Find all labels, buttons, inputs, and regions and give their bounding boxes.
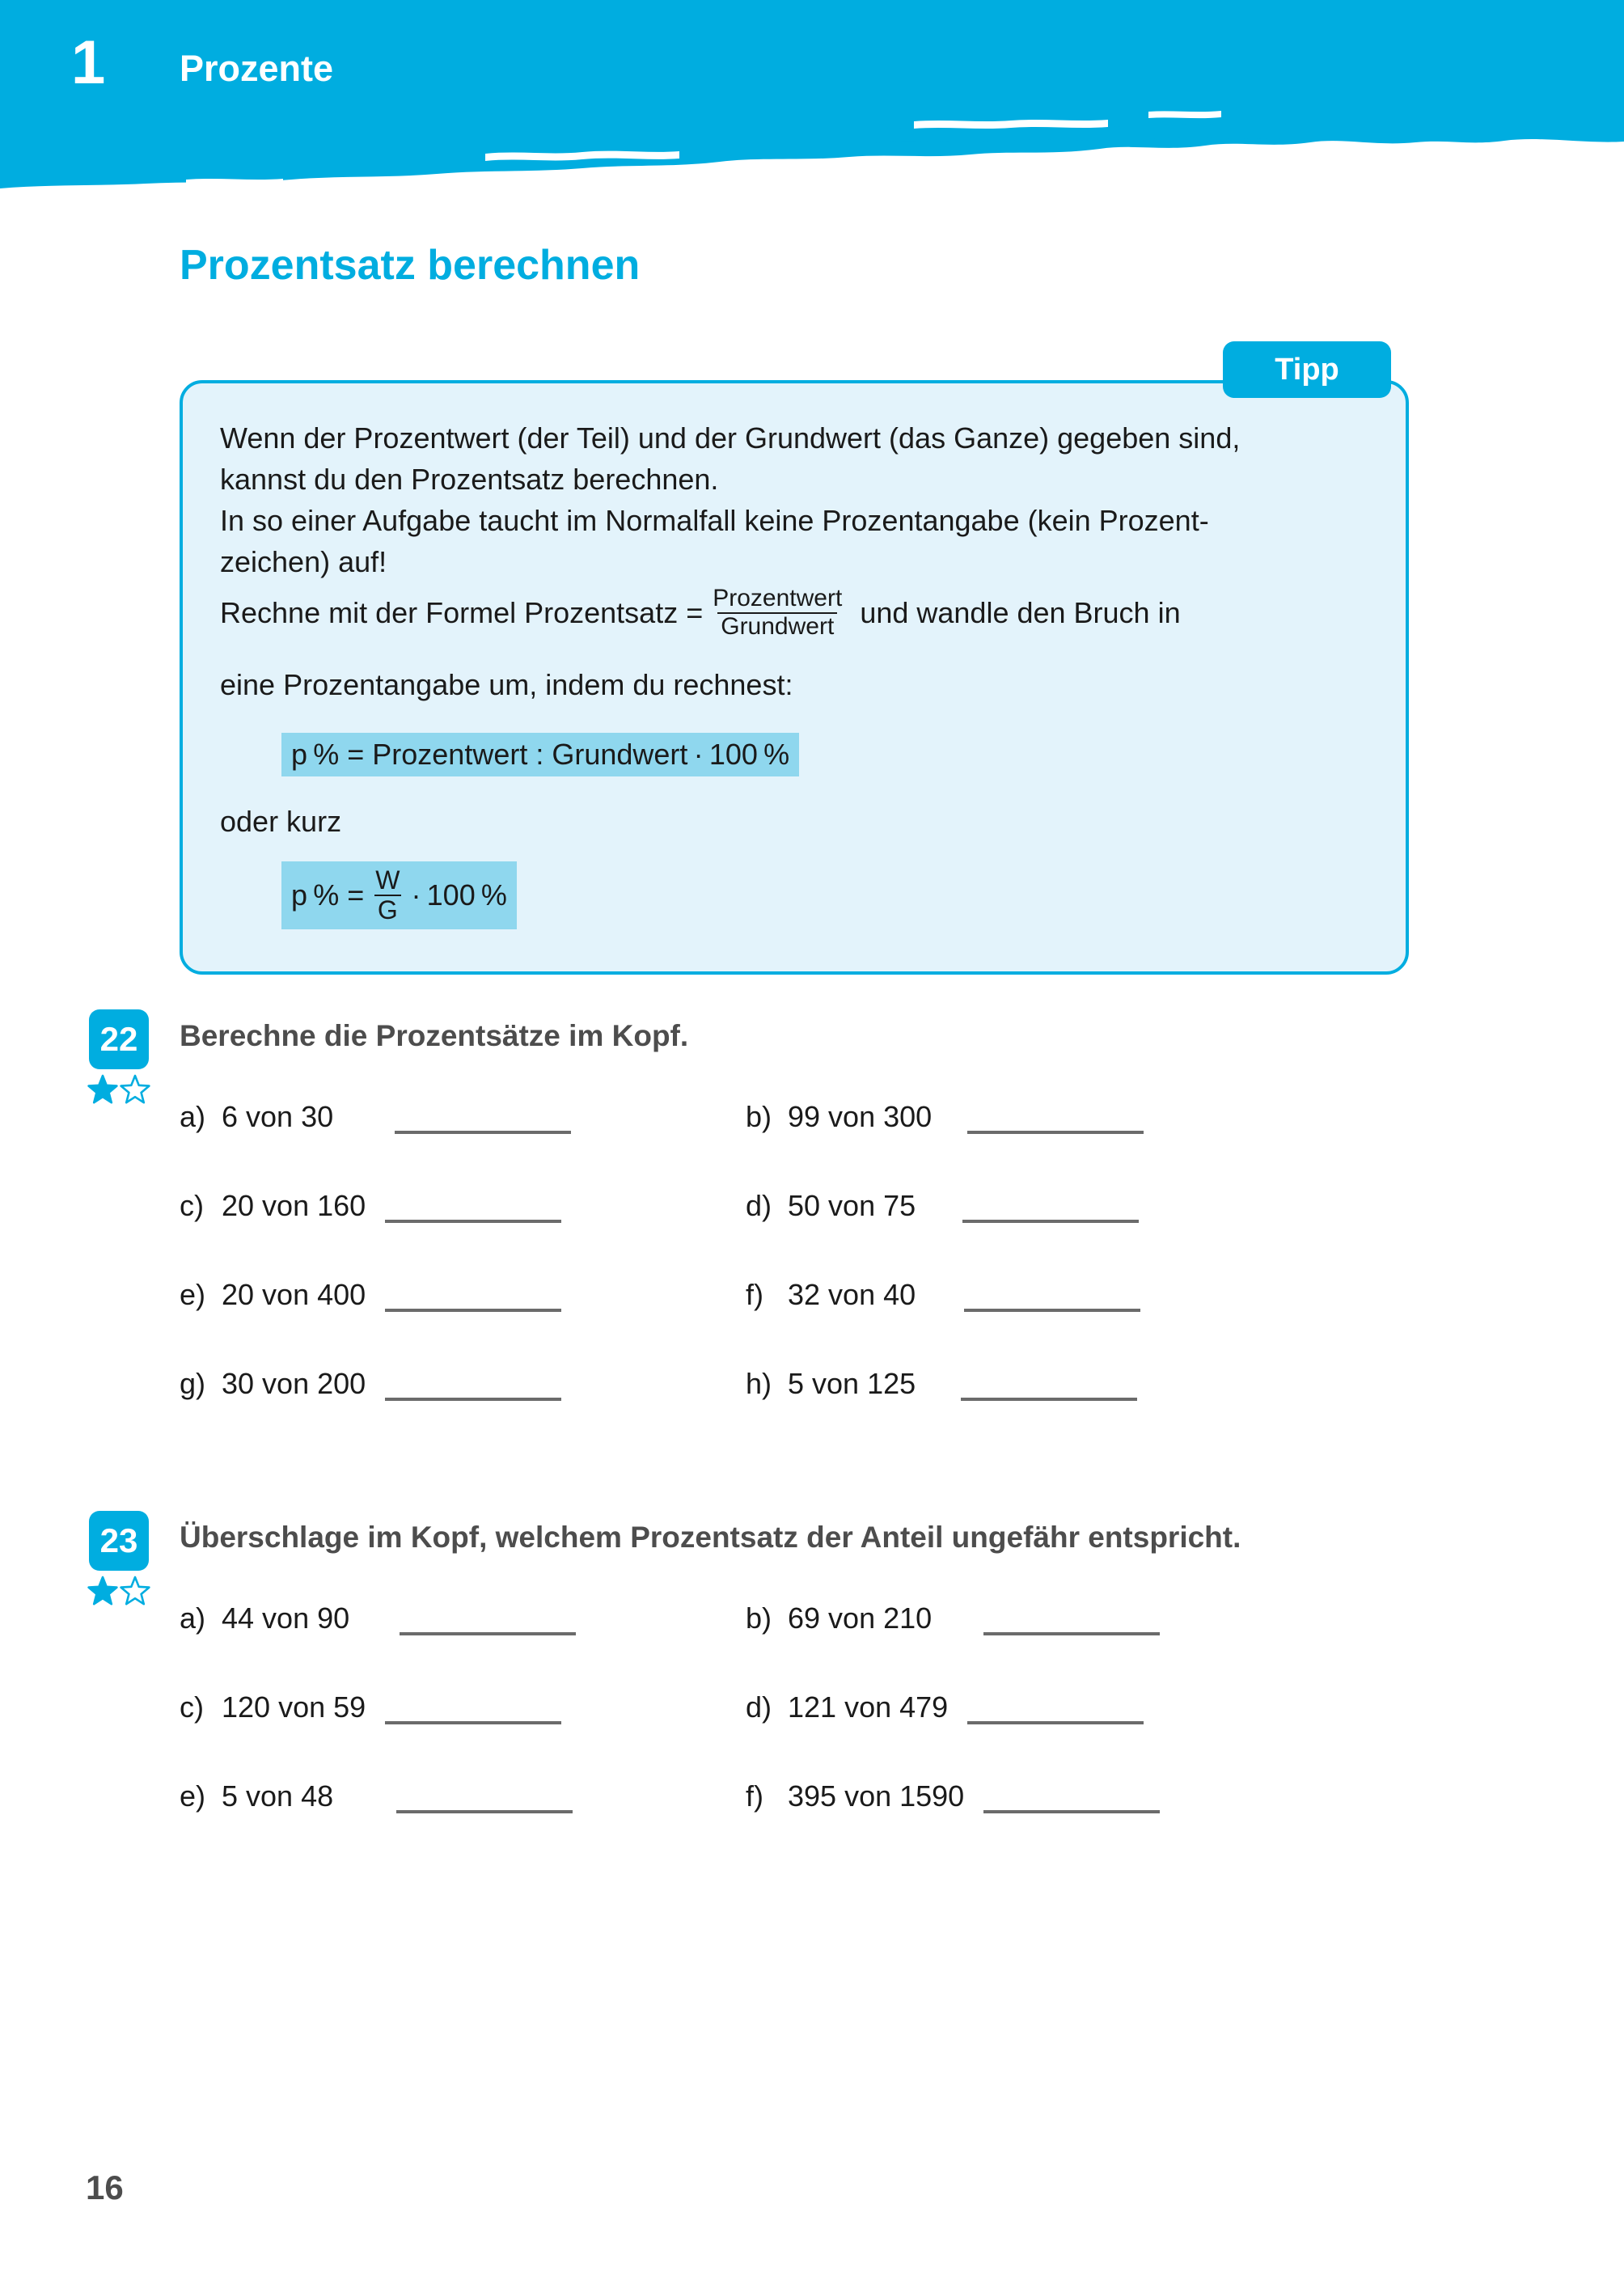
- item-label: c): [180, 1189, 204, 1222]
- item-text: 99 von 300: [788, 1100, 933, 1133]
- difficulty-stars: [87, 1074, 152, 1108]
- exercise-item: [180, 1278, 746, 1312]
- exercise-item-row: [180, 1100, 1490, 1189]
- fraction-numerator: Prozentwert: [713, 585, 843, 612]
- exercise-item: [180, 1100, 746, 1134]
- answer-blank[interactable]: [967, 1106, 1144, 1134]
- item-text: 50 von 75: [788, 1189, 916, 1222]
- star-filled-icon: [87, 1074, 118, 1105]
- tipp-formula-sentence: [220, 586, 1368, 640]
- tipp-line-6: eine Prozentangabe um, indem du rechnest:: [220, 668, 793, 702]
- exercise-item-row: [180, 1601, 1490, 1690]
- item-label: g): [180, 1367, 206, 1400]
- exercise-item-row: [180, 1779, 1490, 1813]
- formula-2-row: [281, 861, 1368, 929]
- tipp-formula-suffix: und wandle den Bruch in: [860, 596, 1181, 630]
- formula-2-prefix: p % =: [291, 878, 365, 912]
- exercise-number-badge: 23: [89, 1511, 149, 1571]
- answer-blank[interactable]: [983, 1608, 1160, 1635]
- item-label: a): [180, 1601, 206, 1635]
- answer-blank[interactable]: [396, 1786, 573, 1813]
- exercise-item-row: [180, 1278, 1490, 1367]
- answer-blank[interactable]: [962, 1195, 1139, 1223]
- item-text: 395 von 1590: [788, 1779, 965, 1813]
- tipp-line-1: Wenn der Prozentwert (der Teil) und der Grundwert (das Ganze) gegeben sind,: [220, 421, 1241, 455]
- exercise-item: [746, 1278, 1474, 1312]
- item-text: 69 von 210: [788, 1601, 933, 1635]
- star-outline-icon: [120, 1074, 150, 1105]
- formula-2-suffix: · 100 %: [411, 878, 507, 912]
- star-filled-icon: [87, 1576, 118, 1606]
- item-label: h): [746, 1367, 772, 1400]
- exercise-item: [746, 1601, 1474, 1635]
- exercise-item-row: [180, 1367, 1490, 1401]
- exercise-instruction: Überschlage im Kopf, welchem Prozentsatz der Anteil ungefähr entspricht.: [180, 1521, 1241, 1554]
- item-label: d): [746, 1690, 772, 1724]
- answer-blank[interactable]: [961, 1373, 1137, 1401]
- star-outline-icon: [120, 1576, 150, 1606]
- formula-1-row: [281, 733, 1368, 776]
- exercise-item-row: [180, 1189, 1490, 1278]
- tipp-line-3: In so einer Aufgabe taucht im Normalfall keine Prozentangabe (kein Prozent-: [220, 504, 1209, 538]
- exercise-instruction: Berechne die Prozentsätze im Kopf.: [180, 1019, 689, 1052]
- item-label: b): [746, 1100, 772, 1133]
- item-text: 44 von 90: [222, 1601, 350, 1635]
- tipp-line-4: zeichen) auf!: [220, 545, 387, 579]
- wg-denominator: G: [374, 895, 401, 924]
- item-label: d): [746, 1189, 772, 1222]
- exercise-number-badge: 22: [89, 1009, 149, 1069]
- item-label: c): [180, 1690, 204, 1724]
- tipp-box: [180, 380, 1409, 975]
- item-label: f): [746, 1278, 763, 1311]
- answer-blank[interactable]: [964, 1284, 1140, 1312]
- exercise-item: [746, 1367, 1474, 1401]
- exercise-items: [180, 1601, 1490, 1813]
- answer-blank[interactable]: [395, 1106, 571, 1134]
- item-text: 5 von 48: [222, 1779, 334, 1813]
- item-label: f): [746, 1779, 763, 1813]
- formula-1: p % = Prozentwert : Grundwert · 100 %: [281, 733, 799, 776]
- oder-kurz-label: oder kurz: [220, 805, 342, 839]
- tipp-line-2: kannst du den Prozentsatz berechnen.: [220, 463, 719, 497]
- answer-blank[interactable]: [385, 1697, 561, 1724]
- answer-blank[interactable]: [385, 1373, 561, 1401]
- item-text: 30 von 200: [222, 1367, 366, 1400]
- exercise-item: [180, 1367, 746, 1401]
- exercise-item: [180, 1189, 746, 1223]
- answer-blank[interactable]: [967, 1697, 1144, 1724]
- formula-2: [281, 861, 517, 929]
- wg-fraction: [372, 866, 403, 924]
- tipp-box-wrapper: [180, 352, 1409, 975]
- item-label: e): [180, 1779, 206, 1813]
- item-label: e): [180, 1278, 206, 1311]
- header-banner: [0, 0, 1624, 210]
- exercise-items: [180, 1100, 1490, 1401]
- prozentsatz-fraction: [709, 586, 845, 640]
- item-text: 32 von 40: [788, 1278, 916, 1311]
- wg-numerator: W: [375, 865, 400, 895]
- difficulty-stars: [87, 1576, 152, 1610]
- item-label: b): [746, 1601, 772, 1635]
- exercise-item: [180, 1779, 746, 1813]
- fraction-denominator: Grundwert: [717, 612, 837, 640]
- tipp-formula-prefix: Rechne mit der Formel Prozentsatz =: [220, 596, 704, 630]
- item-text: 20 von 160: [222, 1189, 366, 1222]
- page-number: 16: [86, 2168, 124, 2206]
- exercise-item: [746, 1100, 1474, 1134]
- exercise-item: [180, 1690, 746, 1724]
- answer-blank[interactable]: [983, 1786, 1160, 1813]
- exercise-item: [746, 1690, 1474, 1724]
- item-text: 120 von 59: [222, 1690, 366, 1724]
- chapter-title: Prozente: [180, 48, 334, 89]
- page-title: Prozentsatz berechnen: [180, 242, 641, 289]
- answer-blank[interactable]: [400, 1608, 576, 1635]
- answer-blank[interactable]: [385, 1284, 561, 1312]
- item-text: 20 von 400: [222, 1278, 366, 1311]
- exercise-item-row: [180, 1690, 1490, 1779]
- item-text: 121 von 479: [788, 1690, 949, 1724]
- tipp-badge: Tipp: [1223, 341, 1391, 398]
- item-label: a): [180, 1100, 206, 1133]
- exercise-item: [746, 1779, 1474, 1813]
- exercise-item: [180, 1601, 746, 1635]
- answer-blank[interactable]: [385, 1195, 561, 1223]
- item-text: 5 von 125: [788, 1367, 916, 1400]
- exercise-item: [746, 1189, 1474, 1223]
- chapter-number: 1: [71, 28, 105, 97]
- banner-brush-shape: [0, 0, 1624, 210]
- item-text: 6 von 30: [222, 1100, 334, 1133]
